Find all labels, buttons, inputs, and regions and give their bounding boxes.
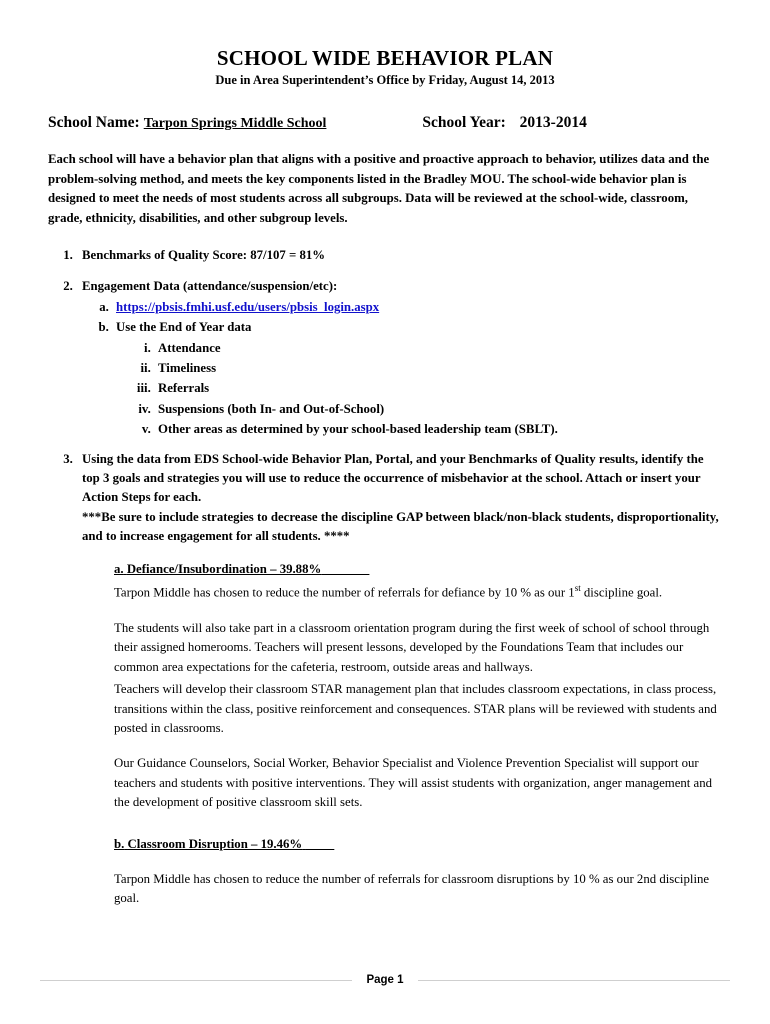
- goal-a-underline-pad: [324, 562, 369, 576]
- list-item: iii. Referrals: [154, 379, 722, 398]
- main-list: [48, 246, 722, 909]
- list-item: ii. Timeliness: [154, 359, 722, 378]
- goal-b-title: Classroom Disruption – 19.46%: [127, 836, 303, 851]
- engagement-heading: Engagement Data (attendance/suspension/etc):: [82, 278, 338, 293]
- page-title: SCHOOL WIDE BEHAVIOR PLAN: [216, 46, 554, 70]
- engagement-eoy-label: Use the End of Year data: [116, 319, 252, 334]
- goal-b-underline-pad: [305, 837, 334, 851]
- engagement-link-item: [112, 298, 722, 317]
- intro-paragraph: Each school will have a behavior plan that aligns with a positive and proactive approach to behavior, utilizes data and the problem-solving method, and meets the key components listed in the Bradley MOU. The school-wide behavior plan is designed to meet the needs of most students across all subgroups. Data will be reviewed at the school-wide, classroom, grade, ethnicity, disabilities, and other subgroup levels.: [48, 152, 710, 225]
- list-item: iv. Suspensions (both In- and Out-of-School): [154, 400, 722, 419]
- goal-a-heading: [114, 560, 722, 579]
- school-name-value: Tarpon Springs Middle School: [143, 116, 327, 131]
- school-year-block: [422, 114, 586, 132]
- goal-a-title: Defiance/Insubordination – 39.88%: [126, 561, 322, 576]
- list-item-benchmarks: [76, 246, 722, 265]
- footer-rule-right: [418, 980, 730, 981]
- goal-b-letter: b.: [114, 836, 125, 851]
- school-name-label: School Name:: [48, 114, 140, 131]
- goal-a-paragraph-1: Tarpon Middle has chosen to reduce the number of referrals for defiance by 10 % as our 1st discipline goal.: [114, 583, 663, 600]
- pbsis-login-link[interactable]: https://pbsis.fmhi.usf.edu/users/pbsis_login.aspx: [116, 299, 380, 314]
- goal-a-paragraph-2: The students will also take part in a classroom orientation program during the first week of school of school through their assigned homerooms. Teachers will present lessons, developed by the Foundations Team that includes our common area expectations for the cafeteria, restroom, outside areas and hallways.: [114, 620, 710, 674]
- school-year-value: 2013-2014: [519, 114, 587, 131]
- list-item: i. Attendance: [154, 339, 722, 358]
- page-subtitle: Due in Area Superintendent’s Office by Friday, August 14, 2013: [215, 73, 555, 87]
- list-item: v. Other areas as determined by your school-based leadership team (SBLT).: [154, 420, 722, 439]
- engagement-eoy-item: [112, 318, 722, 439]
- list-item-goals-instructions: [76, 450, 722, 909]
- engagement-sublist: [82, 298, 722, 439]
- goal-block-classroom-disruption: [114, 835, 722, 909]
- footer-rule-left: [40, 980, 352, 981]
- engagement-eoy-sublist: [116, 339, 722, 439]
- goals-instruction-note: ***Be sure to include strategies to decrease the discipline GAP between black/non-black students, disproportionality, and to increase engagement for all students. ****: [82, 509, 719, 543]
- goal-b-heading: [114, 835, 722, 854]
- goal-a-letter: a.: [114, 561, 124, 576]
- goals-instruction-text: Using the data from EDS School-wide Behavior Plan, Portal, and your Benchmarks of Quality results, identify the top 3 goals and strategies you will use to reduce the occurrence of misbehavior at the school. Attach or insert your Action Steps for each.: [82, 452, 704, 505]
- list-item-engagement-data: [76, 277, 722, 440]
- school-year-label: School Year:: [422, 114, 506, 131]
- goal-a-paragraph-4: Our Guidance Counselors, Social Worker, Behavior Specialist and Violence Prevention Specialist will support our teachers and students with positive interventions. They will assist students with organization, anger management and the development of positive classroom skill sets.: [114, 756, 713, 810]
- page-footer: [0, 974, 770, 986]
- goal-b-paragraph-1: Tarpon Middle has chosen to reduce the number of referrals for classroom disruptions by 10 % as our 2nd discipline goal.: [114, 871, 710, 906]
- goal-a-paragraph-3: Teachers will develop their classroom STAR management plan that includes classroom expectations, in class process, transitions within the class, positive reinforcement and consequences. STAR plans will be reviewed with students and posted in classrooms.: [114, 682, 717, 736]
- benchmarks-text: Benchmarks of Quality Score: 87/107 = 81%: [82, 248, 326, 263]
- page-number: Page 1: [366, 974, 404, 986]
- school-info-row: [48, 114, 722, 132]
- goal-block-defiance: [114, 560, 722, 813]
